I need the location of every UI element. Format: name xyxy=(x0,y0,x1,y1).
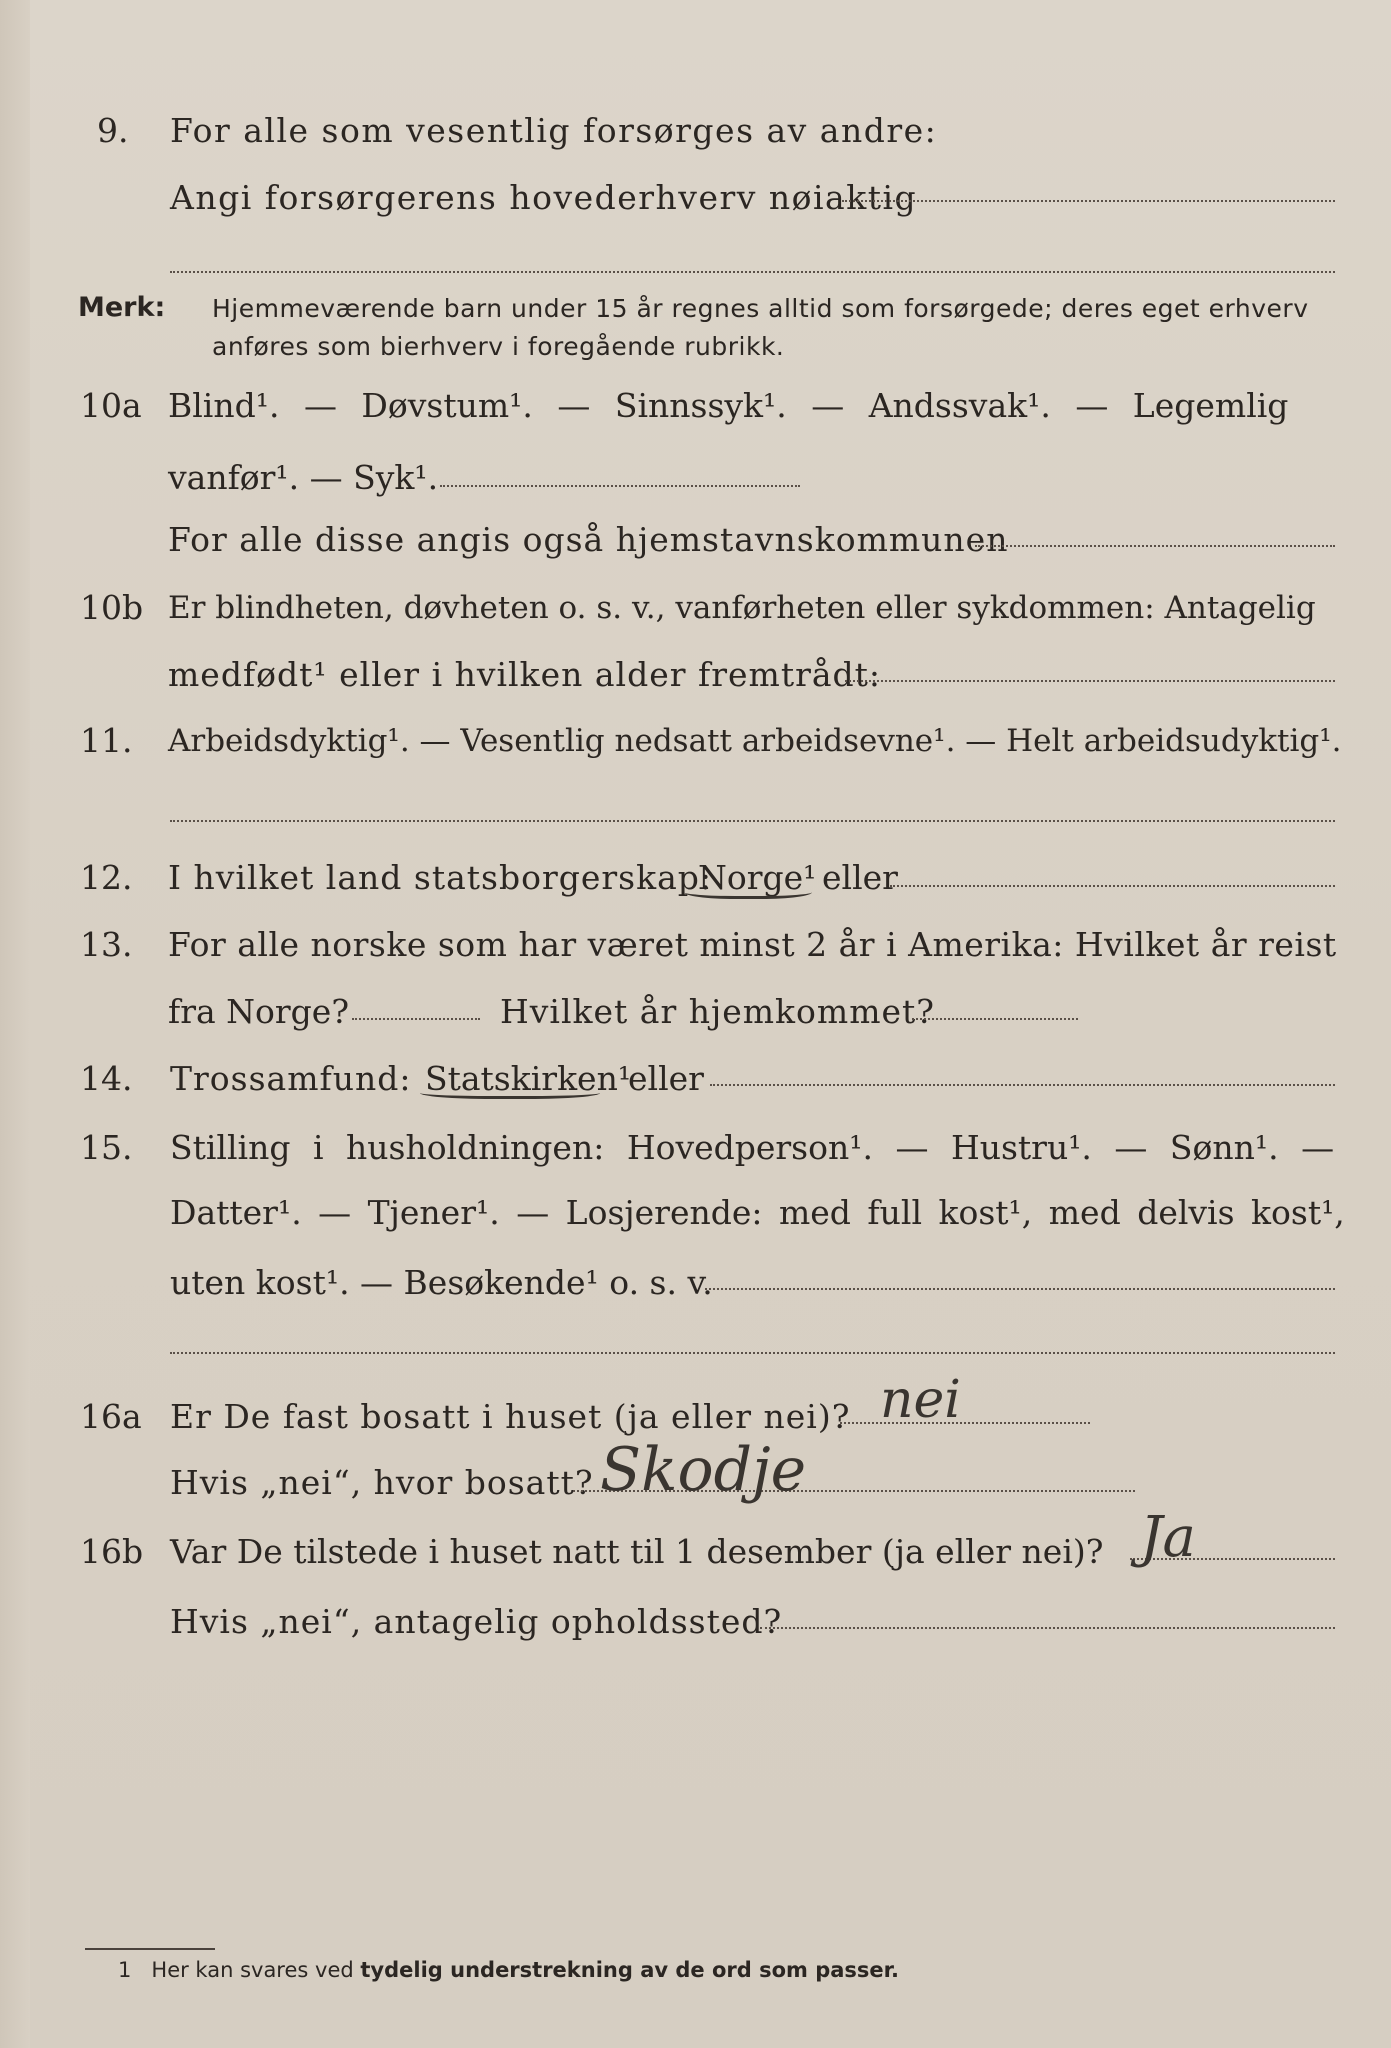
q13-line2b: Hvilket år hjemkommet? xyxy=(500,992,935,1031)
q13-line1: For alle norske som har været minst 2 år i Amerika: Hvilket år reist xyxy=(168,925,1337,964)
q15-number: 15. xyxy=(80,1128,133,1167)
q16a-answer-nei: nei xyxy=(880,1370,961,1430)
q16b-answer-ja: Ja xyxy=(1140,1505,1196,1570)
q16a-line2: Hvis „nei“, hvor bosatt? xyxy=(170,1463,594,1502)
q10b-line1: Er blindheten, døvheten o. s. v., vanførheten eller sykdommen: Antagelig xyxy=(168,590,1316,626)
q9-line2: Angi forsørgerens hovederhverv nøiaktig xyxy=(170,178,918,217)
footnote xyxy=(118,1958,899,1982)
q12-suffix: eller xyxy=(822,858,898,897)
q16b-number: 16b xyxy=(80,1532,144,1571)
q16a-line1: Er De fast bosatt i huset (ja eller nei)? xyxy=(170,1397,851,1436)
q12-prefix: I hvilket land statsborgerskap: xyxy=(168,858,713,897)
q13-reist-line[interactable] xyxy=(352,1018,480,1020)
q10a-line2: vanfør¹. — Syk¹. xyxy=(168,458,439,497)
q12-number: 12. xyxy=(80,858,133,897)
q15-line1: Stilling i husholdningen: Hovedperson¹. — Hustru¹. — Sønn¹. — xyxy=(170,1128,1335,1167)
q15-answer-line[interactable] xyxy=(705,1288,1335,1290)
q10b-number: 10b xyxy=(80,588,144,627)
q13-hjemkommet-line[interactable] xyxy=(912,1018,1078,1020)
q16b-line2: Hvis „nei“, antagelig opholdssted? xyxy=(170,1602,783,1641)
q12-norge-underline xyxy=(684,882,812,899)
footnote-text-b: tydelig understrekning av de ord som passer. xyxy=(360,1958,899,1982)
q16a-answer1-line[interactable] xyxy=(840,1422,1090,1424)
q14-number: 14. xyxy=(80,1059,133,1098)
q14-suffix: eller xyxy=(628,1059,704,1098)
q9-line1: For alle som vesentlig forsørges av andre: xyxy=(170,111,938,150)
q15-line3: uten kost¹. — Besøkende¹ o. s. v. xyxy=(170,1263,713,1302)
q10a-line3: For alle disse angis også hjemstavnskommunen xyxy=(168,520,1009,559)
q9-answer-line-2[interactable] xyxy=(170,271,1335,273)
q11-line1: Arbeidsdyktig¹. — Vesentlig nedsatt arbeidsevne¹. — Helt arbeidsudyktig¹. xyxy=(168,723,1342,759)
q16b-line1: Var De tilstede i huset natt til 1 desember (ja eller nei)? xyxy=(170,1532,1104,1571)
q16a-answer-skodje: Skodje xyxy=(600,1435,807,1505)
q10b-answer-line[interactable] xyxy=(845,680,1335,682)
merk-label: Merk: xyxy=(78,292,166,323)
q10a-answer-line[interactable] xyxy=(440,485,800,487)
merk-line2: anføres som bierhverv i foregående rubrikk. xyxy=(212,332,785,361)
q14-option-statskirken[interactable]: Statskirken¹ xyxy=(425,1059,632,1098)
q10a-hjemstavn-line[interactable] xyxy=(975,545,1335,547)
footnote-rule xyxy=(85,1948,215,1950)
q16b-answer2-line[interactable] xyxy=(760,1627,1335,1629)
q14-answer-line[interactable] xyxy=(710,1084,1335,1086)
q11-number: 11. xyxy=(80,721,133,760)
footnote-marker: 1 xyxy=(118,1958,132,1982)
q9-number: 9. xyxy=(97,111,129,150)
q12-answer-line[interactable] xyxy=(890,885,1335,887)
footnote-text-a: Her kan svares ved xyxy=(151,1958,354,1982)
q14-prefix: Trossamfund: xyxy=(170,1059,412,1098)
q12-option-norge[interactable]: Norge¹ xyxy=(698,858,817,897)
q13-number: 13. xyxy=(80,925,133,964)
q13-line2a: fra Norge? xyxy=(168,992,350,1031)
q15-answer-line-2[interactable] xyxy=(170,1352,1335,1354)
merk-line1: Hjemmeværende barn under 15 år regnes alltid som forsørgede; deres eget erhverv xyxy=(212,294,1309,323)
q15-line2: Datter¹. — Tjener¹. — Losjerende: med full kost¹, med delvis kost¹, xyxy=(170,1193,1345,1232)
q14-statskirken-underline xyxy=(420,1084,600,1099)
q10a-number: 10a xyxy=(80,386,142,425)
q16a-number: 16a xyxy=(80,1397,142,1436)
q9-answer-line[interactable] xyxy=(842,200,1335,202)
page-edge xyxy=(0,0,30,2048)
q11-answer-line[interactable] xyxy=(170,820,1335,822)
q10b-line2: medfødt¹ eller i hvilken alder fremtrådt: xyxy=(168,655,882,694)
q10a-line1: Blind¹. — Døvstum¹. — Sinnssyk¹. — Andssvak¹. — Legemlig xyxy=(168,386,1289,425)
